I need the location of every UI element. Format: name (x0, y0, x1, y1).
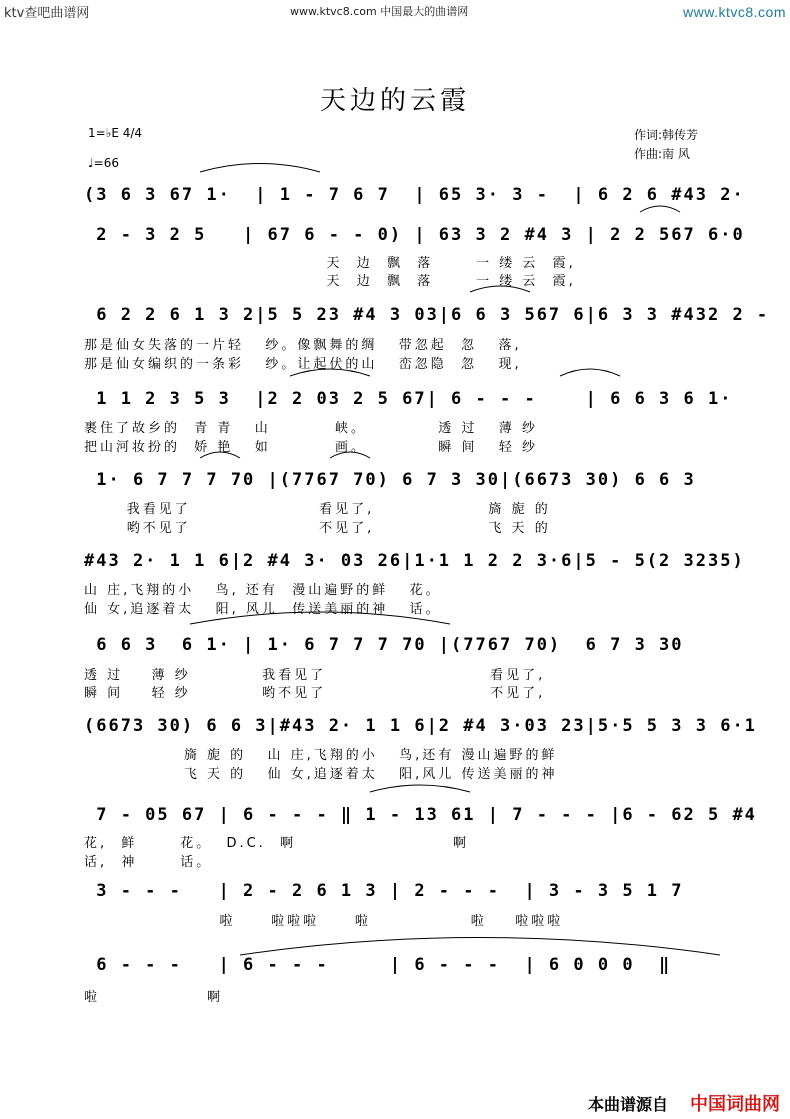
lyric-line: 啦 啊 (84, 990, 223, 1005)
lyricist: 作词:韩传芳 (634, 128, 699, 142)
lyric-line: 啦 啦啦啦 啦 啦 啦啦啦 (84, 914, 564, 929)
lyric-line: 仙 女,追逐着太 阳, 风儿 传送美丽的神 话。 (84, 602, 442, 617)
lyric-line: 山 庄,飞翔的小 鸟, 还有 漫山遍野的鲜 花。 (84, 583, 442, 598)
lyric-line: 天 边 飘 落 一 缕 云 霞, (84, 256, 576, 271)
slur (200, 164, 320, 173)
slur (370, 785, 470, 792)
footer-source-site[interactable]: 中国词曲网 (690, 1094, 780, 1115)
site-url-right[interactable]: www.ktvc8.com (683, 4, 786, 20)
lyric-line: 天 边 飘 落 一 缕 云 霞, (84, 274, 576, 289)
notation-line: 1 1 2 3 5 3 |2 2 03 2 5 67| 6 - - - | 6 6 3 6 1· (84, 389, 733, 409)
lyric-line: 话, 神 话。 (84, 855, 213, 870)
notation-line: 6 2 2 6 1 3 2|5 5 23 #4 3 03|6 6 3 567 6|6 3 3 #432 2 - (84, 305, 770, 325)
lyric-line: 那是仙女失落的一片轻 纱。像飘舞的绸 带忽起 忽 落, (84, 338, 522, 353)
score-system-2 (82, 220, 745, 250)
lyric-line: 那是仙女编织的一条彩 纱。让起伏的山 峦忽隐 忽 现, (84, 357, 522, 372)
lyric-line: 飞 天 的 仙 女,追逐着太 阳,风儿 传送美丽的神 (84, 767, 558, 782)
key-signature: 1=♭E 4/4 (88, 126, 143, 140)
score-system-6 (82, 546, 745, 576)
score-system-11 (82, 950, 742, 980)
footer-source-label: 本曲谱源自 (588, 1095, 669, 1114)
notation-line: 7 - 05 67 | 6 - - - ‖ 1 - 13 61 | 7 - - - |6 - 62 5 #4 (84, 805, 757, 825)
score-system-3 (82, 300, 770, 330)
lyric-line: 旖 旎 的 山 庄,飞翔的小 鸟,还有 漫山遍野的鲜 (84, 748, 558, 763)
site-name-left[interactable]: ktv查吧曲谱网 (4, 6, 90, 21)
lyric-line: 我看见了 看见了, 旖 旎 的 (84, 502, 551, 517)
lyric-line: 瞬 间 轻 纱 哟不见了 不见了, (84, 686, 546, 701)
notation-line: 6 6 3 6 1· | 1· 6 7 7 7 70 |(7767 70) 6 7 3 30 (84, 635, 684, 655)
score-system-4 (82, 384, 742, 414)
notation-line: 2 - 3 2 5 | 67 6 - - 0) | 63 3 2 #4 3 | 2 2 567 6·0 (84, 225, 745, 245)
lyric-line: 透 过 薄 纱 我看见了 看见了, (84, 668, 546, 683)
notation-line: 6 - - - | 6 - - - | 6 - - - | 6 0 0 0 ‖ (84, 955, 672, 975)
lyric-line: 花, 鲜 花。 D.C. 啊 啊 (84, 836, 469, 851)
lyric-line: 把山河妆扮的 娇 艳 如 画。 瞬 间 轻 纱 (84, 440, 538, 455)
score-system-8 (82, 711, 757, 741)
score-system-7 (82, 630, 742, 660)
tempo-mark: ♩=66 (88, 156, 119, 170)
score-system-1 (82, 180, 745, 210)
notation-line: (6673 30) 6 6 3|#43 2· 1 1 6|2 #4 3·03 23|5·5 5 3 3 6·1 (84, 716, 757, 736)
page-title: 天边的云霞 (319, 86, 470, 116)
notation-line: (3 6 3 67 1· | 1 - 7 6 7 | 65 3· 3 - | 6 2 6 #43 2· (84, 185, 745, 205)
lyric-line: 裹住了故乡的 青 青 山 峡。 透 过 薄 纱 (84, 421, 538, 436)
lyric-line: 哟不见了 不见了, 飞 天 的 (84, 521, 551, 536)
notation-line: #43 2· 1 1 6|2 #4 3· 03 26|1·1 1 2 2 3·6|5 - 5(2 3235) (84, 551, 745, 571)
score-system-9 (82, 800, 757, 830)
score-system-10 (82, 876, 742, 906)
site-tagline[interactable]: www.ktvc8.com 中国最大的曲谱网 (290, 5, 469, 18)
composer: 作曲:南 风 (634, 147, 690, 161)
notation-line: 3 - - - | 2 - 2 6 1 3 | 2 - - - | 3 - 3 5 1 7 (84, 881, 684, 901)
credits (634, 126, 698, 164)
score-system-5 (82, 465, 742, 495)
notation-line: 1· 6 7 7 7 70 |(7767 70) 6 7 3 30|(6673 30) 6 6 3 (84, 470, 696, 490)
